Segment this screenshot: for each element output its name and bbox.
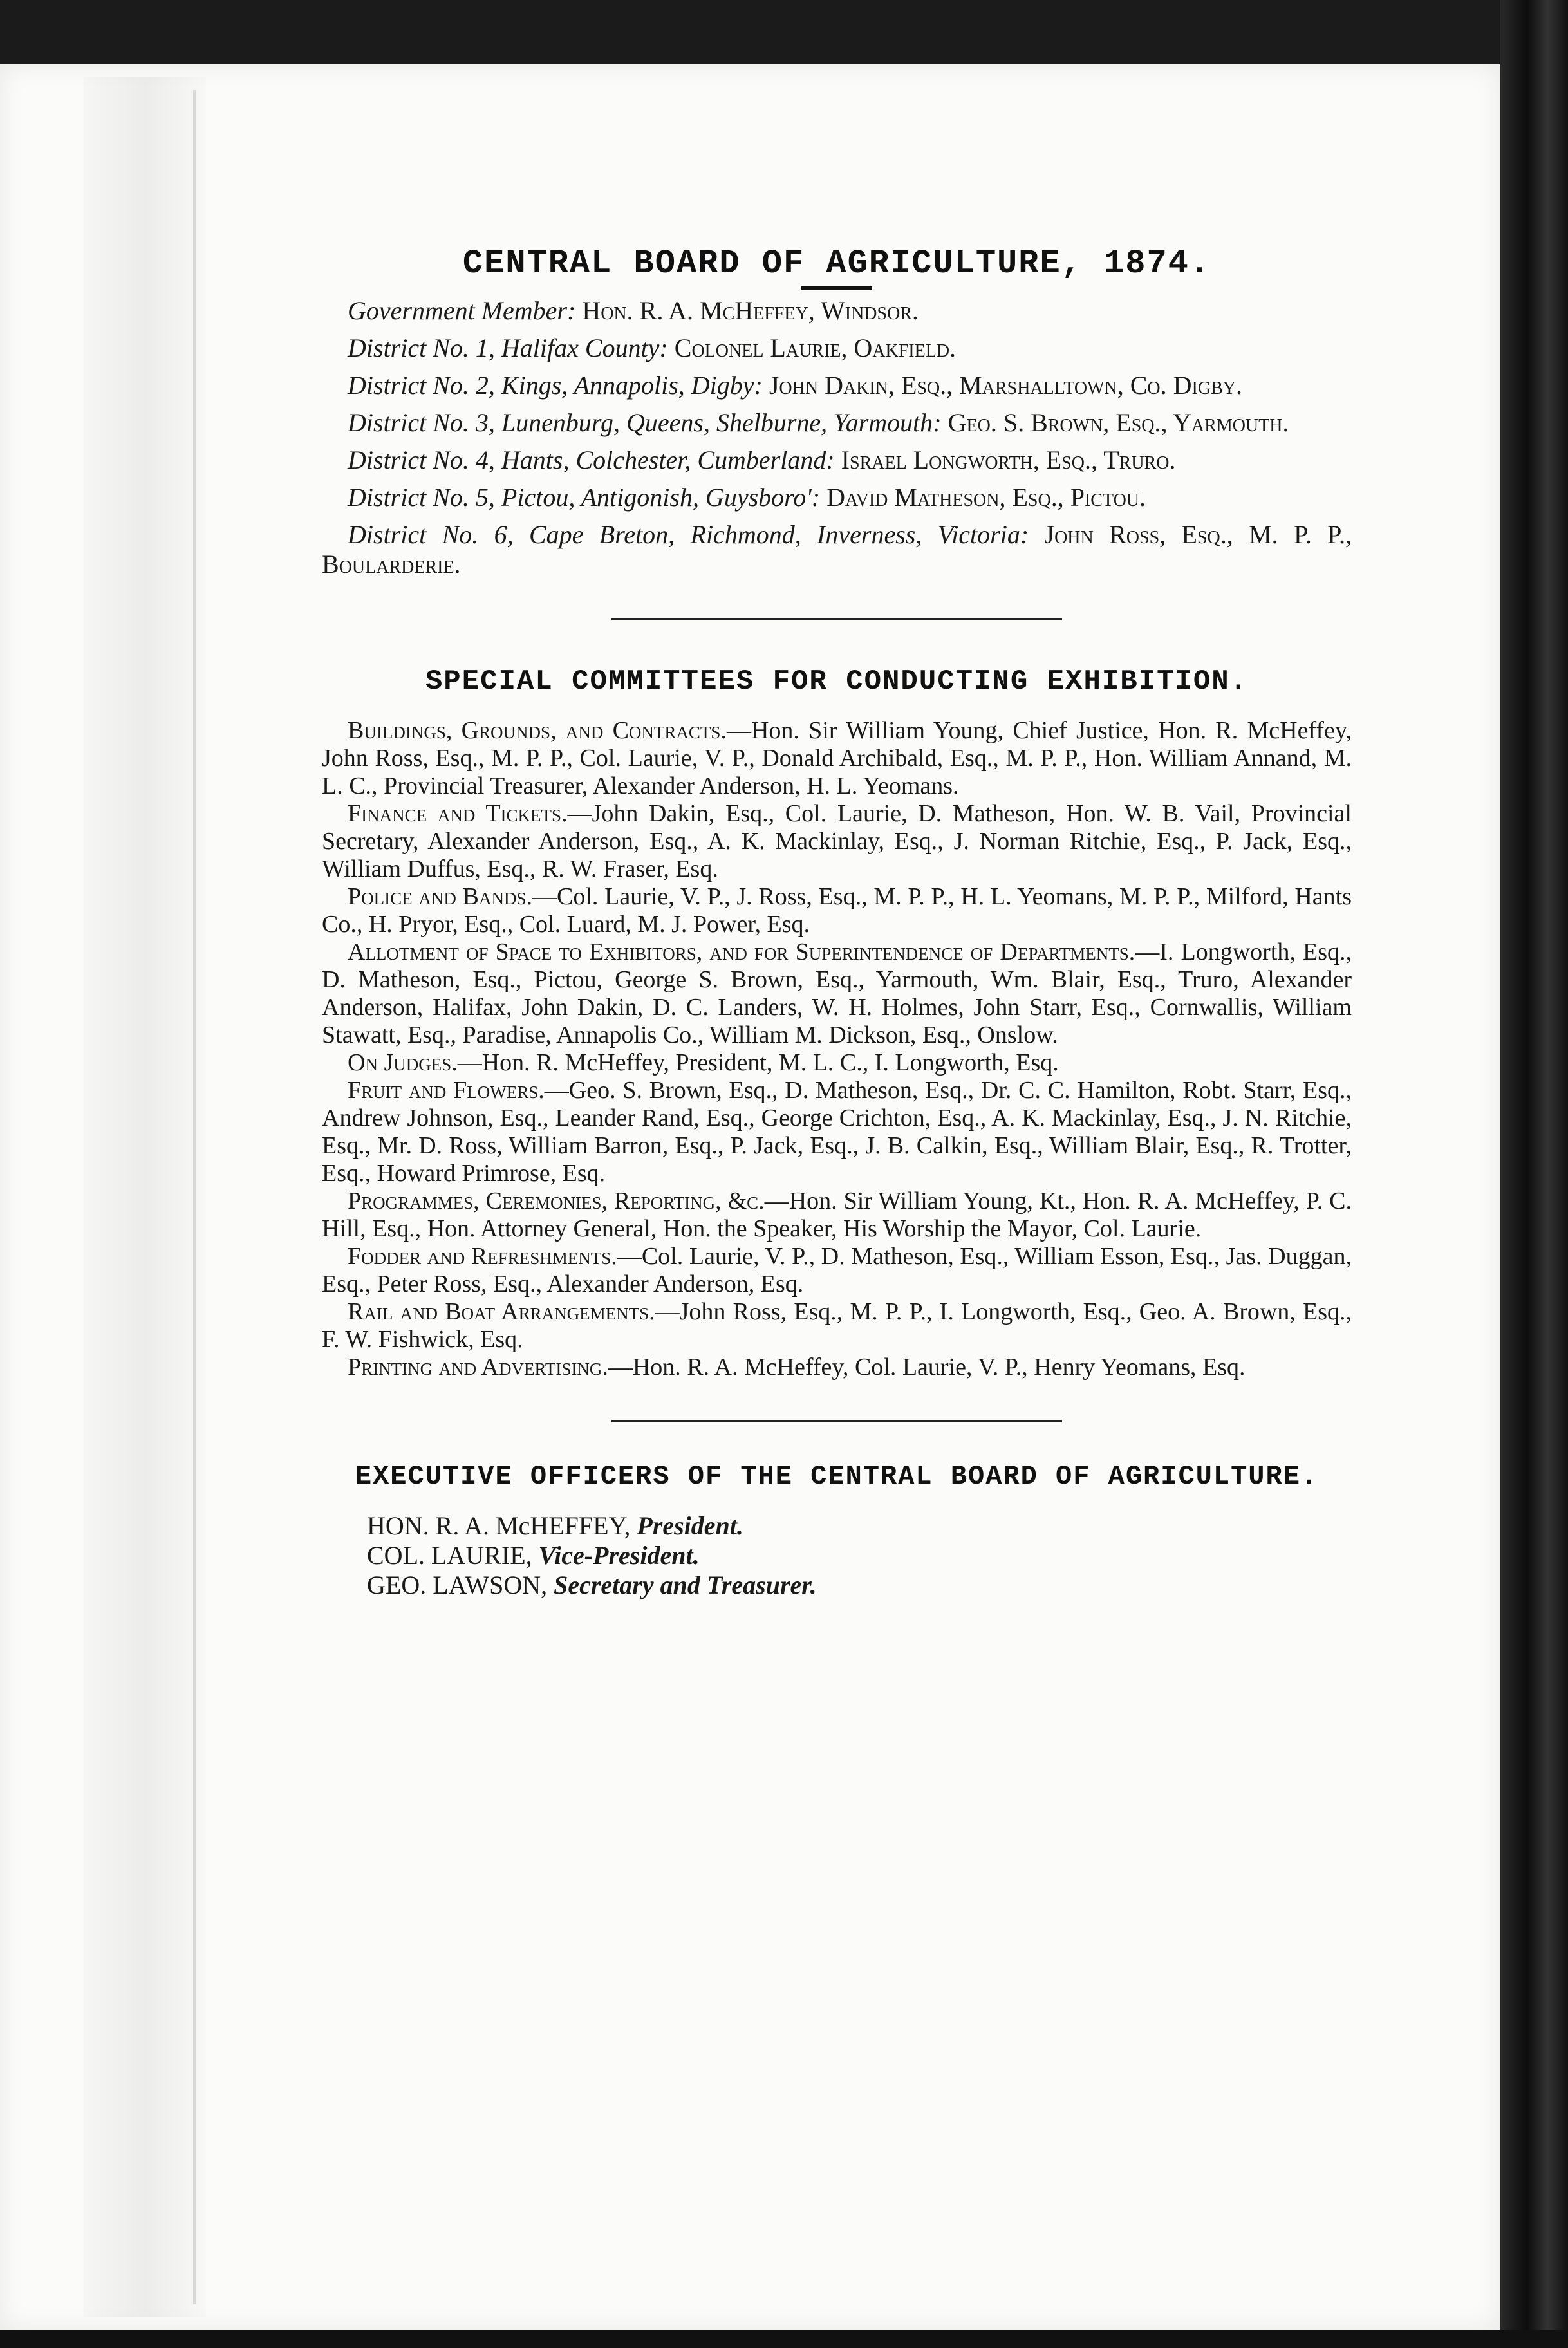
- committee-name: Fodder and Refreshments.: [348, 1243, 617, 1270]
- officer-role: Secretary and Treasurer.: [554, 1570, 817, 1599]
- officers-list: [322, 1511, 1352, 1600]
- board-entry: [322, 333, 1352, 363]
- dark-background-edge: [1500, 0, 1568, 2348]
- board-entry-member: Israel Longworth, Esq., Truro.: [841, 445, 1176, 474]
- officer-name: COL. LAURIE,: [367, 1541, 532, 1570]
- committee-name: Allotment of Space to Exhibitors, and for Superintendence of Departments.: [348, 938, 1135, 965]
- officer-entry: [367, 1541, 1352, 1570]
- board-entry-label: District No. 5, Pictou, Antigonish, Guysboro':: [348, 483, 821, 512]
- board-entry-label: District No. 6, Cape Breton, Richmond, Inverness, Victoria:: [348, 520, 1029, 549]
- committee-name: Programmes, Ceremonies, Reporting, &c.: [348, 1188, 765, 1215]
- board-entry-member: John Dakin, Esq., Marshalltown, Co. Digby.: [769, 371, 1242, 400]
- board-entry-label: District No. 2, Kings, Annapolis, Digby:: [348, 371, 763, 400]
- committee-members: —Col. Laurie, V. P., D. Matheson, Esq., William Esson, Esq., Jas. Duggan, Esq., Peter Ross, Esq., Alexander Anderson, Esq.: [322, 1243, 1352, 1298]
- officer-entry: [367, 1511, 1352, 1541]
- section-divider: [611, 618, 1062, 620]
- board-entry-label: District No. 3, Lunenburg, Queens, Shelburne, Yarmouth:: [348, 408, 942, 437]
- committee-entry: [322, 1354, 1352, 1381]
- committee-name: Fruit and Flowers.: [348, 1077, 545, 1104]
- committee-entry: [322, 800, 1352, 883]
- committee-entry: [322, 717, 1352, 800]
- board-entry: [322, 296, 1352, 326]
- board-entry: [322, 483, 1352, 512]
- committee-name: Printing and Advertising.: [348, 1354, 608, 1381]
- board-entry-member: David Matheson, Esq., Pictou.: [826, 483, 1146, 512]
- board-entry-member: Hon. R. A. McHeffey, Windsor.: [582, 296, 919, 325]
- section-divider: [611, 1420, 1062, 1422]
- board-entry: [322, 408, 1352, 438]
- committee-members: —Geo. S. Brown, Esq., D. Matheson, Esq., Dr. C. C. Hamilton, Robt. Starr, Esq., Andrew Johnson, Esq., Leander Rand, Esq., George Crichton, Esq., A. K. Mackinlay, Esq., J. N. Ritchie, Esq., Mr. D. Ross, William Barron, Esq., P. Jack, Esq., J. B. Calkin, Esq., William Blair, Esq., R. Trotter, Esq., Howard Primrose, Esq.: [322, 1077, 1352, 1187]
- committee-members: —I. Longworth, Esq., D. Matheson, Esq., Pictou, George S. Brown, Esq., Yarmouth, Wm. Blair, Esq., Truro, Alexander Anderson, Halifax, John Dakin, D. C. Landers, W. H. Holmes, John Starr, Esq., Cornwallis, William Stawatt, Esq., Paradise, Annapolis Co., William M. Dickson, Esq., Onslow.: [322, 938, 1352, 1048]
- committee-entry: [322, 883, 1352, 938]
- committee-entry: [322, 1077, 1352, 1188]
- committee-list: [322, 717, 1352, 1381]
- board-entry-label: District No. 4, Hants, Colchester, Cumberland:: [348, 445, 835, 474]
- board-entry: [322, 520, 1352, 579]
- committee-members: —Hon. Sir William Young, Kt., Hon. R. A. McHeffey, P. C. Hill, Esq., Hon. Attorney General, Hon. the Speaker, His Worship the Mayor, Col. Laurie.: [322, 1188, 1352, 1242]
- board-entry-member: John Ross, Esq., M. P. P., Boularderie.: [322, 520, 1352, 579]
- committee-members: —Hon. R. McHeffey, President, M. L. C., I. Longworth, Esq.: [457, 1049, 1059, 1076]
- committee-members: —John Ross, Esq., M. P. P., I. Longworth, Esq., Geo. A. Brown, Esq., F. W. Fishwick, Esq.: [322, 1298, 1352, 1353]
- committee-name: Buildings, Grounds, and Contracts.: [348, 717, 727, 744]
- committees-heading: SPECIAL COMMITTEES FOR CONDUCTING EXHIBITION.: [425, 666, 1249, 698]
- page-fold-line: [193, 90, 196, 2304]
- committee-name: Rail and Boat Arrangements.: [348, 1298, 655, 1325]
- committee-entry: [322, 938, 1352, 1049]
- committee-entry: [322, 1188, 1352, 1243]
- committee-name: Police and Bands.: [348, 883, 532, 910]
- board-entry: [322, 371, 1352, 400]
- committee-name: On Judges.: [348, 1049, 458, 1076]
- board-entry-label: District No. 1, Halifax County:: [348, 333, 668, 362]
- officer-name: HON. R. A. McHEFFEY,: [367, 1511, 631, 1540]
- committee-entry: [322, 1049, 1352, 1077]
- officer-role: Vice-President.: [538, 1541, 700, 1570]
- board-list: [322, 296, 1352, 579]
- board-entry-label: Government Member:: [348, 296, 576, 325]
- board-entry-member: Colonel Laurie, Oakfield.: [674, 333, 957, 362]
- committee-members: —Hon. R. A. McHeffey, Col. Laurie, V. P., Henry Yeomans, Esq.: [608, 1354, 1246, 1381]
- officer-role: President.: [637, 1511, 743, 1540]
- committee-members: —John Dakin, Esq., Col. Laurie, D. Matheson, Hon. W. B. Vail, Provincial Secretary, Alexander Anderson, Esq., A. K. Mackinlay, Esq., J. Norman Ritchie, Esq., P. Jack, Esq., William Duffus, Esq., R. W. Fraser, Esq.: [322, 800, 1352, 882]
- committee-entry: [322, 1243, 1352, 1298]
- committee-name: Finance and Tickets.: [348, 800, 568, 827]
- committee-members: —Hon. Sir William Young, Chief Justice, Hon. R. McHeffey, John Ross, Esq., M. P. P., Col. Laurie, V. P., Donald Archibald, Esq., M. P. P., Hon. William Annand, M. L. C., Provincial Treasurer, Alexander Anderson, H. L. Yeomans.: [322, 717, 1352, 799]
- dark-bottom-edge: [0, 2330, 1568, 2348]
- committee-entry: [322, 1298, 1352, 1354]
- title-rule: [801, 286, 872, 290]
- committee-members: —Col. Laurie, V. P., J. Ross, Esq., M. P. P., H. L. Yeomans, M. P. P., Milford, Hants Co., H. Pryor, Esq., Col. Luard, M. J. Power, Esq.: [322, 883, 1352, 938]
- page-spine-shadow: [84, 77, 206, 2317]
- officer-name: GEO. LAWSON,: [367, 1570, 548, 1599]
- officer-entry: [367, 1570, 1352, 1600]
- page-title: CENTRAL BOARD OF AGRICULTURE, 1874.: [462, 245, 1211, 283]
- board-entry-member: Geo. S. Brown, Esq., Yarmouth.: [947, 408, 1289, 437]
- board-entry: [322, 445, 1352, 475]
- officers-heading: EXECUTIVE OFFICERS OF THE CENTRAL BOARD OF AGRICULTURE.: [355, 1461, 1319, 1492]
- page-content: [322, 245, 1352, 1600]
